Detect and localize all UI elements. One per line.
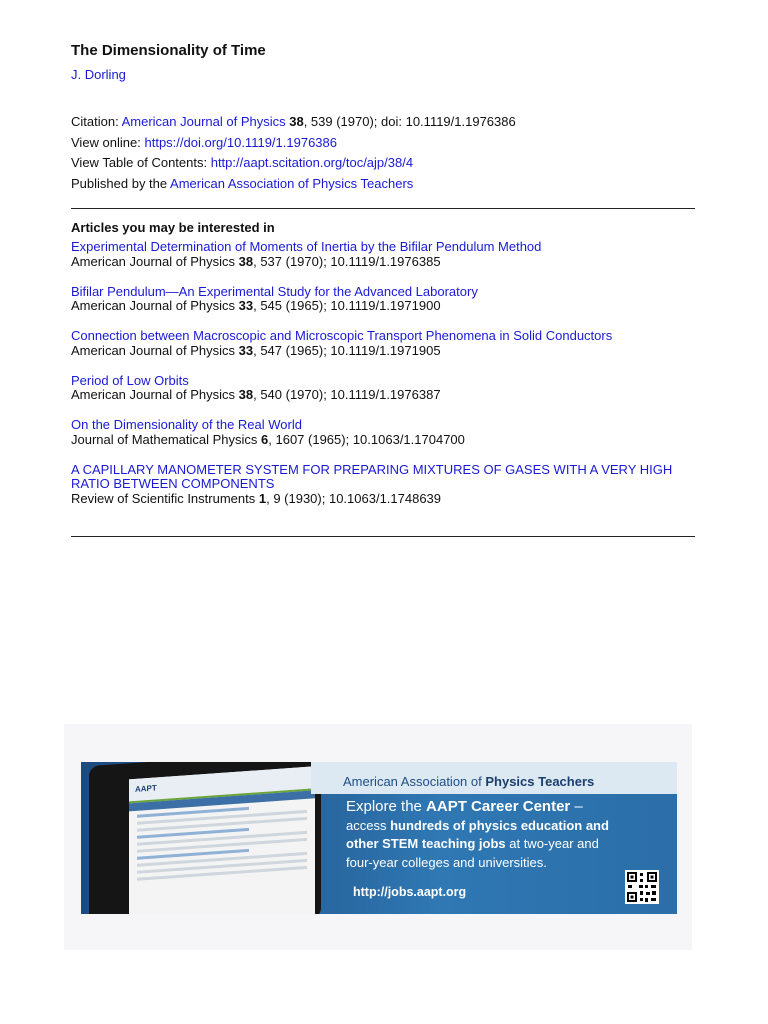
article-details: , 545 (1965); 10.1119/1.1971900 xyxy=(253,298,441,313)
tablet-logo: AAPT xyxy=(135,783,157,794)
article-source xyxy=(71,433,701,448)
published-line xyxy=(71,174,516,195)
view-online-line xyxy=(71,133,516,154)
article-title: The Dimensionality of Time xyxy=(71,42,266,59)
citation-volume: 38 xyxy=(289,114,304,129)
ad-url-link[interactable]: http://jobs.aapt.org xyxy=(353,885,467,899)
article-title-link[interactable]: Period of Low Orbits xyxy=(71,372,189,388)
tablet-screen xyxy=(129,766,315,914)
article-title-link[interactable]: Bifilar Pendulum—An Experimental Study for the Advanced Laboratory xyxy=(71,283,478,299)
article-title-link[interactable]: On the Dimensionality of the Real World xyxy=(71,417,302,432)
author-link[interactable]: J. Dorling xyxy=(71,67,126,82)
ad-text: access xyxy=(346,817,391,833)
article-source xyxy=(71,388,701,403)
article-volume: 6 xyxy=(261,431,269,447)
related-articles-heading: Articles you may be interested in xyxy=(71,220,275,235)
citation-block xyxy=(71,112,516,194)
publisher-link[interactable]: American Association of Physics Teachers xyxy=(170,175,414,191)
ad-text: – xyxy=(570,798,583,815)
list-item xyxy=(71,285,701,314)
article-title-link[interactable]: Experimental Determination of Moments of Inertia by the Bifilar Pendulum Method xyxy=(71,239,542,254)
related-articles xyxy=(71,219,701,522)
article-volume: 33 xyxy=(238,298,254,313)
tablet-image xyxy=(89,762,321,914)
list-item xyxy=(71,463,701,507)
ad-line-4: four-year colleges and universities. xyxy=(346,854,547,870)
ad-text-emphasis: hundreds of physics education and xyxy=(390,817,609,833)
ad-text: Explore the xyxy=(346,798,427,815)
article-volume: 38 xyxy=(238,387,254,402)
article-journal: American Journal of Physics xyxy=(71,253,239,269)
citation-journal-link[interactable]: American Journal of Physics xyxy=(121,114,286,129)
article-journal: Review of Scientific Instruments xyxy=(71,490,259,506)
article-journal: American Journal of Physics xyxy=(71,298,239,313)
qr-code-icon xyxy=(625,870,659,904)
list-item xyxy=(71,240,701,269)
article-details: , 540 (1970); 10.1119/1.1976387 xyxy=(253,387,441,402)
article-list xyxy=(71,240,701,506)
article-source xyxy=(71,255,701,270)
ad-line-1 xyxy=(346,798,609,817)
ad-org-name xyxy=(343,774,594,789)
article-volume: 33 xyxy=(238,342,254,358)
article-journal: Journal of Mathematical Physics xyxy=(71,431,262,447)
article-details: , 9 (1930); 10.1063/1.1748639 xyxy=(266,490,442,506)
published-label: Published by the xyxy=(71,175,171,191)
article-details: , 547 (1965); 10.1119/1.1971905 xyxy=(253,342,441,358)
divider-top xyxy=(71,208,695,209)
ad-line-3 xyxy=(346,835,609,854)
article-title-link[interactable]: Connection between Macroscopic and Microscopic Transport Phenomena in Solid Conductors xyxy=(71,328,613,343)
article-details: , 1607 (1965); 10.1063/1.1704700 xyxy=(268,431,465,447)
article-journal: American Journal of Physics xyxy=(71,387,239,402)
ad-text-emphasis: other STEM teaching jobs xyxy=(346,836,506,852)
article-source xyxy=(71,492,701,507)
list-item xyxy=(71,418,701,447)
article-volume: 38 xyxy=(238,253,254,269)
ad-org-prefix: American Association of xyxy=(343,774,486,789)
article-details: , 537 (1970); 10.1119/1.1976385 xyxy=(253,253,441,269)
citation-line xyxy=(71,112,516,133)
article-journal: American Journal of Physics xyxy=(71,342,239,358)
toc-line xyxy=(71,153,516,174)
ad-text: at two-year and xyxy=(505,836,599,852)
ad-org-bold: Physics Teachers xyxy=(485,774,595,789)
ad-line-2 xyxy=(346,817,609,836)
view-online-link[interactable]: https://doi.org/10.1119/1.1976386 xyxy=(144,134,337,150)
list-item xyxy=(71,329,701,358)
article-volume: 1 xyxy=(258,490,267,506)
view-online-label: View online: xyxy=(71,134,145,150)
ad-copy xyxy=(346,798,609,872)
toc-link[interactable]: http://aapt.scitation.org/toc/ajp/38/4 xyxy=(210,155,414,170)
article-source xyxy=(71,299,701,314)
citation-rest: , 539 (1970); doi: 10.1119/1.1976386 xyxy=(303,114,516,129)
career-center-ad[interactable] xyxy=(81,762,677,914)
divider-bottom xyxy=(71,536,695,537)
list-item xyxy=(71,374,701,403)
citation-prefix: Citation: xyxy=(71,114,122,129)
article-source xyxy=(71,344,701,359)
ad-text-emphasis: AAPT Career Center xyxy=(426,798,571,815)
toc-label: View Table of Contents: xyxy=(71,155,211,170)
article-title-link[interactable]: A CAPILLARY MANOMETER SYSTEM FOR PREPARING MIXTURES OF GASES WITH A VERY HIGH RATIO BETWEEN COMPONENTS xyxy=(71,461,673,491)
